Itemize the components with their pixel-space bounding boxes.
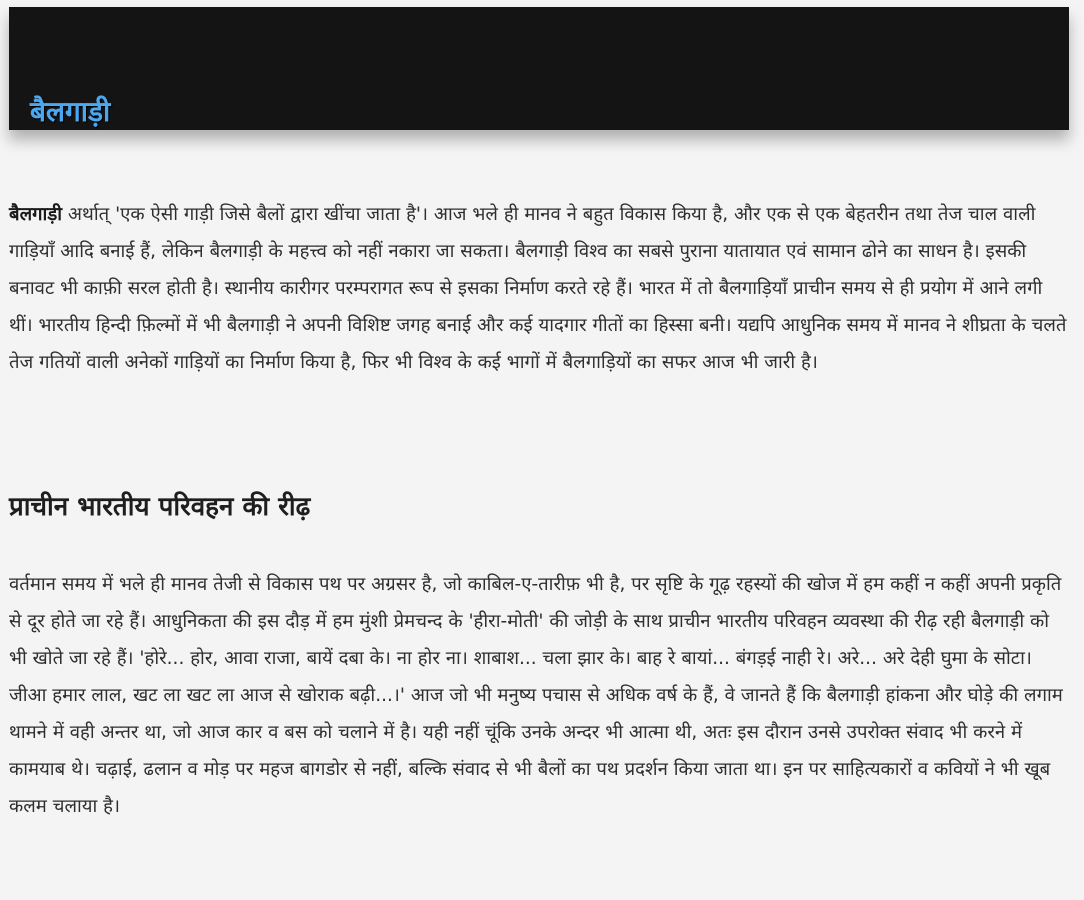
article-body [9,196,1071,817]
page-title: बैलगाड़ी [30,94,111,128]
title-banner [9,7,1069,130]
section-paragraph: वर्तमान समय में भले ही मानव तेजी से विकास पथ पर अग्रसर है, जो काबिल-ए-तारीफ़ भी है, पर सृष्टि के गूढ़ रहस्यों की खोज में हम कहीं न कहीं अपनी प्रकृति से दूर होते जा रहे हैं। आधुनिकता की इस दौड़ में हम मुंशी प्रेमचन्द के 'हीरा-मोती' की जोड़ी के साथ प्राचीन भारतीय परिवहन व्यवस्था की रीढ़ रही बैलगाड़ी को भी खोते जा रहे हैं। 'होरे... होर, आवा राजा, बायें दबा के। ना होर ना। शाबाश... चला झार के। बाह रे बायां... बंगड़ई नाही रे। अरे... अरे देही घुमा के सोटा। जीआ हमार लाल, खट ला खट ला आज से खोराक बढ़ी...।' आज जो भी मनुष्य पचास से अधिक वर्ष के हैं, वे जानते हैं कि बैलगाड़ी हांकना और घोड़े की लगाम थामने में वही अन्तर था, जो आज कार व बस को चलाने में है। यही नहीं चूंकि उनके अन्दर भी आत्मा थी, अतः इस दौरान उनसे उपरोक्त संवाद भी करने में कामयाब थे। चढ़ाई, ढलान व मोड़ पर महज बागडोर से नहीं, बल्कि संवाद से भी बैलों का पथ प्रदर्शन किया जाता था। इन पर साहित्यकारों व कवियों ने भी खूब कलम चलाया है। [9,574,1063,817]
intro-bold-term: बैलगाड़ी [9,204,63,225]
section-heading: प्राचीन भारतीय परिवहन की रीढ़ [9,492,311,522]
intro-text: अर्थात् 'एक ऐसी गाड़ी जिसे बैलों द्वारा खींचा जाता है'। आज भले ही मानव ने बहुत विकास किया है, और एक से एक बेहतरीन तथा तेज चाल वाली गाड़ियाँ आदि बनाई हैं, लेकिन बैलगाड़ी के महत्त्व को नहीं नकारा जा सकता। बैलगाड़ी विश्व का सबसे पुराना यातायात एवं सामान ढोने का साधन है। इसकी बनावट भी काफ़ी सरल होती है। स्थानीय कारीगर परम्परागत रूप से इसका निर्माण करते रहे हैं। भारत में तो बैलगाड़ियाँ प्राचीन समय से ही प्रयोग में आने लगी थीं। भारतीय हिन्दी फ़िल्मों में भी बैलगाड़ी ने अपनी विशिष्ट जगह बनाई और कई यादगार गीतों का हिस्सा बनी। यद्यपि आधुनिक समय में मानव ने शीघ्रता के चलते तेज गतियों वाली अनेकों गाड़ियों का निर्माण किया है, फिर भी विश्व के कई भागों में बैलगाड़ियों का सफर आज भी जारी है। [9,204,1067,373]
intro-paragraph [9,196,1071,381]
